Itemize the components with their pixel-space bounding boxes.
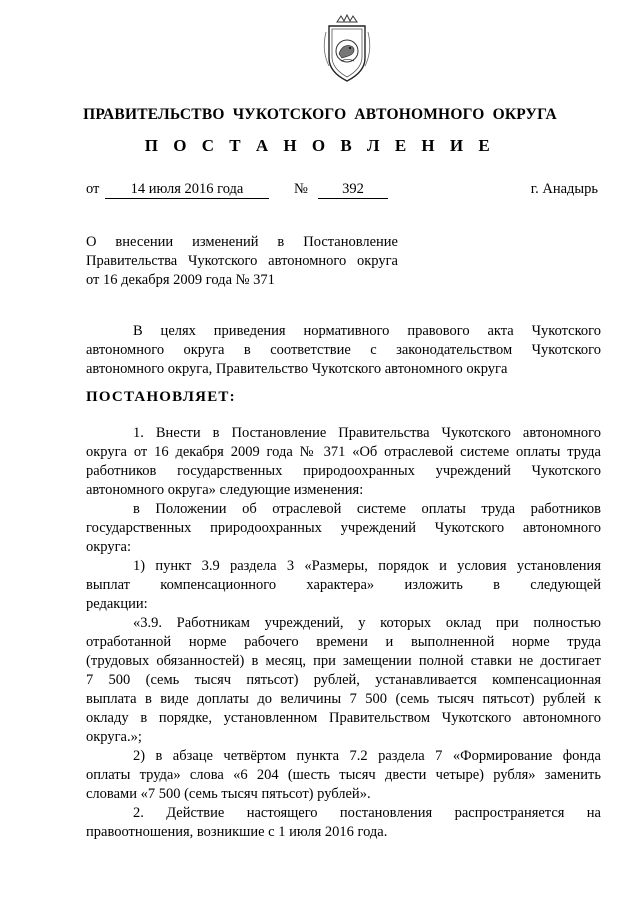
document-type: П О С Т А Н О В Л Е Н И Е (144, 136, 496, 155)
body-line: округа.»; (86, 729, 142, 745)
body-line: окладу в порядке, установленном Правительством Чукотского автономного (86, 710, 601, 726)
body-line: 1. Внести в Постановление Правительства Чукотского автономного (133, 425, 601, 441)
body-line: «3.9. Работникам учреждений, у которых оклад при полностью (133, 615, 601, 631)
preamble-line: В целях приведения нормативного правового акта Чукотского (133, 323, 601, 339)
document-subject (86, 233, 398, 290)
preamble-line: автономного округа, Правительство Чукотского автономного округа (86, 361, 508, 377)
number-label: № (294, 181, 308, 197)
city: г. Анадырь (530, 181, 598, 197)
body-line: округа от 16 декабря 2009 года № 371 «Об отраслевой системе оплаты труда (86, 444, 601, 460)
body-line: редакции: (86, 596, 148, 612)
body-line: государственных природоохранных учреждений Чукотского автономного (86, 520, 601, 536)
subject-line: Правительства Чукотского автономного округа (86, 253, 398, 269)
subject-line: О внесении изменений в Постановление (86, 234, 398, 250)
body-line: 2. Действие настоящего постановления распространяется на (133, 805, 601, 821)
body-line: словами «7 500 (семь тысяч пятьсот) рублей». (86, 786, 371, 802)
document-number: 392 (318, 181, 388, 199)
body-line: 1) пункт 3.9 раздела 3 «Размеры, порядок и условия установления (133, 558, 601, 574)
body-line: выплат компенсационного характера» изложить в следующей (86, 577, 601, 593)
body-line: работников государственных природоохранных учреждений Чукотского (86, 463, 601, 479)
decree-heading: ПОСТАНОВЛЯЕТ: (86, 389, 236, 405)
document-meta-row (86, 181, 598, 201)
body-line: 7 500 (семь тысяч пятьсот) рублей, устанавливается компенсационная (86, 672, 601, 688)
organization-title: ПРАВИТЕЛЬСТВО ЧУКОТСКОГО АВТОНОМНОГО ОКРУГА (83, 106, 557, 123)
body-line: (трудовых обязанностей) в месяц, при замещении полной ставки не достигает (86, 653, 601, 669)
document-date: 14 июля 2016 года (105, 181, 269, 199)
body-line: округа: (86, 539, 132, 555)
body-line: в Положении об отраслевой системе оплаты труда работников (133, 501, 601, 517)
body-line: выплата в виде доплаты до величины 7 500 (семь тысяч пятьсот) рублей к (86, 691, 601, 707)
body-line: автономного округа» следующие изменения: (86, 482, 364, 498)
decree-body (86, 424, 601, 842)
body-line: правоотношения, возникшие с 1 июля 2016 года. (86, 824, 388, 840)
body-line: отработанной норме рабочего времени и выполненной норме труда (86, 634, 601, 650)
coat-of-arms-emblem (317, 14, 377, 84)
body-line: 2) в абзаце четвёртом пункта 7.2 раздела 7 «Формирование фонда (133, 748, 601, 764)
preamble-line: автономного округа в соответствие с законодательством Чукотского (86, 342, 601, 358)
preamble (86, 322, 601, 379)
subject-line: от 16 декабря 2009 года № 371 (86, 272, 275, 288)
from-label: от (86, 181, 100, 197)
body-line: оплаты труда» слова «6 204 (шесть тысяч двести четыре) рубля» заменить (86, 767, 601, 783)
